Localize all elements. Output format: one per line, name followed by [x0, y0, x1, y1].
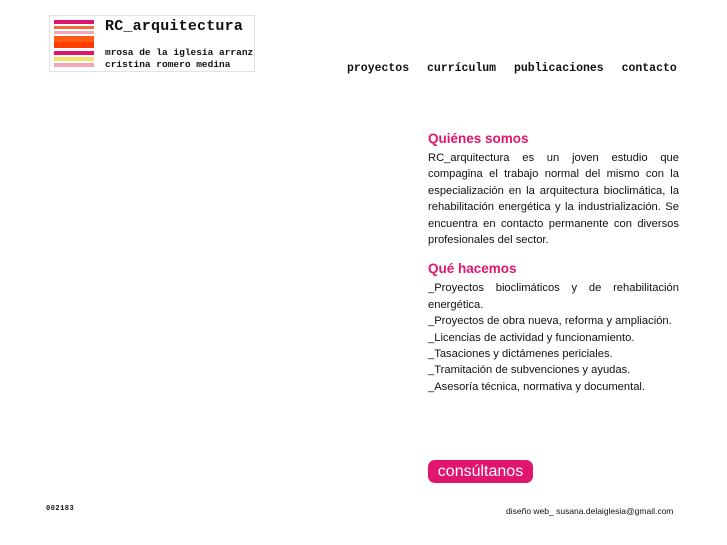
logo	[49, 15, 255, 72]
partner-name: cristina romero medina	[105, 59, 231, 70]
services-list	[428, 280, 679, 395]
nav-curriculum[interactable]: currículum	[427, 62, 497, 75]
visit-counter: 002183	[46, 505, 75, 513]
main-nav	[347, 62, 677, 75]
nav-proyectos[interactable]: proyectos	[347, 62, 410, 75]
about-section	[428, 130, 679, 248]
services-title: Qué hacemos	[428, 261, 517, 277]
web-design-credit[interactable]: diseño web_ susana.delaiglesia@gmail.com	[506, 506, 674, 516]
list-item: _Asesoría técnica, normativa y documental.	[428, 380, 646, 393]
brand-name: RC_arquitectura	[105, 18, 244, 35]
partner-names	[105, 47, 253, 71]
about-title: Quiénes somos	[428, 131, 529, 146]
list-item: _Proyectos bioclimáticos y de rehabilitación energética.	[428, 282, 679, 311]
about-text: RC_arquitectura es un joven estudio que compagina el trabajo normal del mismo con la especialización en la arquitectura bioclimática, la rehabilitación energética y la industrialización. Se encuentra en contacto permanente con diversos profesionales del sector.	[428, 152, 679, 247]
main-content	[428, 130, 679, 395]
contact-button[interactable]: consúltanos	[428, 460, 533, 483]
list-item: _Tasaciones y dictámenes periciales.	[428, 348, 613, 361]
list-item: _Tramitación de subvenciones y ayudas.	[428, 364, 631, 377]
list-item: _Licencias de actividad y funcionamiento.	[428, 331, 635, 344]
list-item: _Proyectos de obra nueva, reforma y ampliación.	[428, 315, 672, 328]
partner-name: mrosa de la iglesia arranz	[105, 47, 254, 58]
logo-stripes	[54, 20, 94, 69]
nav-publicaciones[interactable]: publicaciones	[513, 62, 604, 75]
nav-contacto[interactable]: contacto	[621, 62, 677, 75]
services-section	[428, 260, 679, 395]
